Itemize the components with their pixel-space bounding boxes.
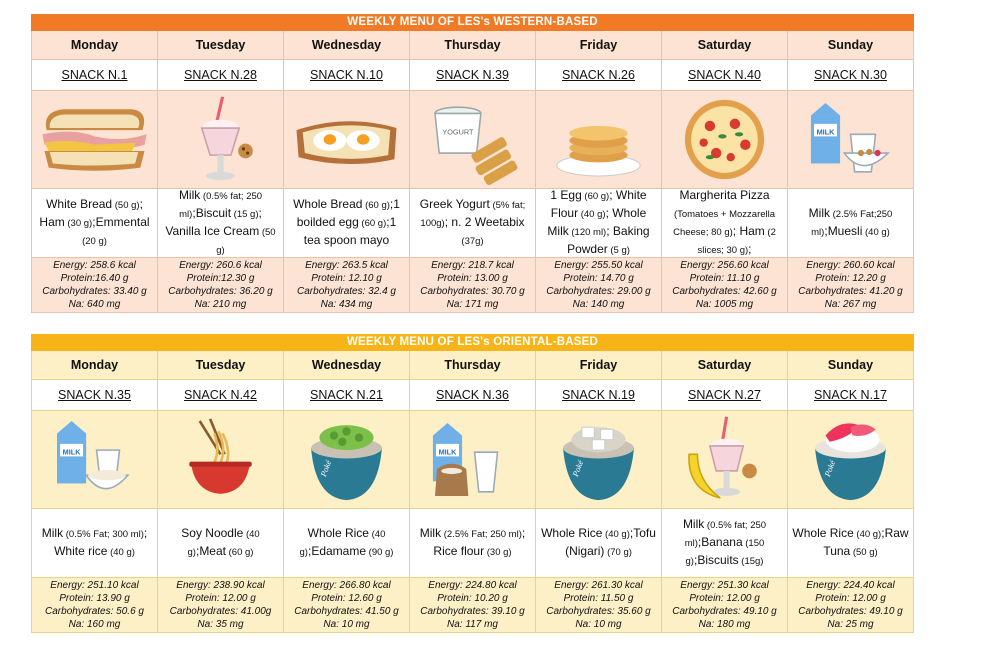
nutrition-line: Protein:16.40 g <box>60 273 129 284</box>
day-header: Tuesday <box>158 351 284 380</box>
nutrition-facts <box>284 578 410 633</box>
nutrition-line: Energy: 238.90 kcal <box>176 580 265 591</box>
food-separator: ; <box>143 526 148 540</box>
nutrition-line: Carbohydrates: 33.40 g <box>42 286 147 297</box>
food-name: Whole Rice <box>541 526 603 540</box>
food-separator: ; <box>307 544 312 558</box>
nutrition-line: Carbohydrates: 29.00 g <box>546 286 651 297</box>
nutrition-line: Carbohydrates: 49.10 g <box>798 606 903 617</box>
nutrition-line: Protein: 11.50 g <box>563 593 634 604</box>
food-description <box>284 189 410 258</box>
food-separator: ; <box>92 215 96 229</box>
nutrition-facts <box>410 258 536 313</box>
snack-label: SNACK N.36 <box>410 380 536 411</box>
nutrition-line: Energy: 261.30 kcal <box>554 580 643 591</box>
western-menu-title: WEEKLY MENU OF LES's WESTERN-BASED <box>31 14 914 31</box>
snack-label: SNACK N.1 <box>32 60 158 91</box>
day-header: Monday <box>32 351 158 380</box>
food-description <box>536 509 662 578</box>
egg-toast-icon <box>284 91 409 188</box>
nutrition-line: Energy: 251.30 kcal <box>680 580 769 591</box>
food-amount: (40 g) <box>578 209 606 220</box>
nutrition-line: Protein: 14.70 g <box>563 273 634 284</box>
food-name: Milk <box>808 206 830 220</box>
nutrition-line: Energy: 256.60 kcal <box>680 260 769 271</box>
noodle-bowl-icon <box>158 411 283 508</box>
nutrition-line: Energy: 266.80 kcal <box>302 580 391 591</box>
food-image <box>662 91 788 189</box>
food-list <box>414 525 531 561</box>
nutrition-facts <box>788 578 914 633</box>
snack-label: SNACK N.28 <box>158 60 284 91</box>
nutrition-line: Protein: 12.60 g <box>311 593 382 604</box>
food-name: Milk <box>41 526 64 540</box>
food-name: n. 2 Weetabix <box>451 215 525 229</box>
food-separator: ; <box>609 188 616 202</box>
food-description <box>32 189 158 258</box>
nutrition-facts <box>158 578 284 633</box>
oriental-menu-grid <box>31 351 914 633</box>
nutrition-line: Carbohydrates: 41.00g <box>169 606 272 617</box>
food-amount: (50 g) <box>216 227 276 256</box>
food-name: Baking Powder <box>567 224 650 256</box>
nutrition-line: Na: 10 mg <box>323 619 370 630</box>
food-separator: ; <box>444 215 452 229</box>
nutrition-facts <box>32 258 158 313</box>
food-description <box>158 189 284 258</box>
food-amount: (120 ml) <box>568 227 607 238</box>
food-amount: (60 g) <box>226 547 254 558</box>
food-amount: (2 slices; 30 g) <box>697 227 776 256</box>
day-header: Sunday <box>788 351 914 380</box>
day-header: Friday <box>536 31 662 60</box>
food-amount: (2.5% Fat; 250 ml) <box>441 529 522 540</box>
food-name: Whole Rice <box>792 526 854 540</box>
nutrition-line: Na: 210 mg <box>194 299 247 310</box>
milk-muesli-icon <box>788 91 913 188</box>
rice-tuna-bowl-icon <box>788 411 913 508</box>
food-separator: ; <box>606 224 613 238</box>
food-amount: (30 g) <box>484 547 512 558</box>
food-name: Whole Bread <box>293 197 363 211</box>
nutrition-line: Carbohydrates: 32.4 g <box>297 286 396 297</box>
food-separator: ; <box>824 224 828 238</box>
food-description <box>410 189 536 258</box>
nutrition-line: Energy: 255.50 kcal <box>554 260 643 271</box>
nutrition-line: Protein: 12.00 g <box>815 593 886 604</box>
nutrition-line: Na: 1005 mg <box>695 299 754 310</box>
food-description <box>788 189 914 258</box>
food-amount: (40 g) <box>187 529 260 558</box>
yogurt-cereal-icon <box>410 91 535 188</box>
day-header: Thursday <box>410 351 536 380</box>
milk-flour-icon <box>410 411 535 508</box>
food-image <box>158 91 284 189</box>
food-separator: ; <box>629 526 634 540</box>
food-separator: ; <box>389 197 394 211</box>
snack-label: SNACK N.42 <box>158 380 284 411</box>
food-name: 1 Egg <box>550 188 582 202</box>
nutrition-facts <box>788 258 914 313</box>
nutrition-line: Energy: 224.40 kcal <box>806 580 895 591</box>
nutrition-line: Protein: 13.00 g <box>437 273 508 284</box>
food-separator: ; <box>521 526 526 540</box>
food-amount: (40 g) <box>862 227 890 238</box>
day-header: Wednesday <box>284 31 410 60</box>
food-amount: (2.5% Fat;250 ml) <box>811 209 893 238</box>
nutrition-line: Carbohydrates: 36.20 g <box>168 286 273 297</box>
food-separator: ; <box>693 553 698 567</box>
oriental-menu <box>31 334 914 633</box>
food-description <box>536 189 662 258</box>
food-amount: (60 g) <box>581 191 610 202</box>
nutrition-line: Energy: 258.6 kcal <box>53 260 136 271</box>
nutrition-line: Na: 10 mg <box>575 619 622 630</box>
food-amount: (Tomatoes + Mozzarella Cheese; 80 g) <box>673 209 776 238</box>
nutrition-line: Protein: 12.00 g <box>185 593 256 604</box>
pizza-icon <box>662 91 787 188</box>
pancakes-icon <box>536 91 661 188</box>
food-amount: (37g) <box>461 236 484 247</box>
food-image <box>32 91 158 189</box>
food-amount: (40 g) <box>853 529 882 540</box>
food-separator: ; <box>195 544 200 558</box>
food-name: Biscuit <box>195 206 232 220</box>
food-separator: ; <box>258 206 262 220</box>
nutrition-line: Carbohydrates: 35.60 g <box>546 606 651 617</box>
nutrition-line: Protein: 12.10 g <box>311 273 382 284</box>
snack-label: SNACK N.40 <box>662 60 788 91</box>
rice-edamame-bowl-icon <box>284 411 409 508</box>
food-list <box>36 525 153 561</box>
food-name: Biscuits <box>697 553 739 567</box>
food-name: Soy Noodle <box>181 526 244 540</box>
food-amount: (0.5% Fat; 300 ml) <box>63 529 144 540</box>
food-name: Rice flour <box>433 544 485 558</box>
food-name: White Flour <box>550 188 647 220</box>
food-name: Greek Yogurt <box>419 197 490 211</box>
nutrition-facts <box>536 578 662 633</box>
food-list <box>288 525 405 561</box>
nutrition-line: Energy: 263.5 kcal <box>305 260 388 271</box>
nutrition-facts <box>284 258 410 313</box>
food-description <box>32 509 158 578</box>
food-amount: (0.5% fat; 250 ml) <box>179 191 263 220</box>
nutrition-line: Na: 117 mg <box>447 619 498 630</box>
food-name: Whole Milk <box>547 206 647 238</box>
milkshake-icon <box>158 91 283 188</box>
western-menu-grid <box>31 31 914 313</box>
food-description <box>284 509 410 578</box>
food-separator: ; <box>386 215 390 229</box>
nutrition-line: Na: 640 mg <box>68 299 121 310</box>
nutrition-facts <box>536 258 662 313</box>
food-name: Milk <box>178 188 201 202</box>
day-header: Saturday <box>662 31 788 60</box>
nutrition-line: Energy: 251.10 kcal <box>50 580 139 591</box>
food-amount: (70 g) <box>604 547 632 558</box>
food-name: White rice <box>54 544 108 558</box>
food-amount: (90 g) <box>366 547 394 558</box>
food-name: Banana <box>701 535 743 549</box>
day-header: Monday <box>32 31 158 60</box>
nutrition-line: Energy: 260.6 kcal <box>179 260 262 271</box>
snack-label: SNACK N.39 <box>410 60 536 91</box>
food-list <box>666 516 783 570</box>
food-description <box>662 509 788 578</box>
food-amount: (50 g) <box>850 547 878 558</box>
day-header: Wednesday <box>284 351 410 380</box>
food-list <box>288 196 405 250</box>
food-name: 1 tea spoon mayo <box>303 215 397 247</box>
food-list <box>792 525 909 561</box>
food-name: Milk <box>419 526 442 540</box>
food-amount: (40 g) <box>107 547 135 558</box>
nutrition-line: Na: 171 mg <box>446 299 499 310</box>
food-amount: (40 g) <box>602 529 630 540</box>
food-name: White Bread <box>46 197 113 211</box>
food-separator: ; <box>881 526 885 540</box>
food-description <box>410 509 536 578</box>
nutrition-line: Na: 25 mg <box>827 619 874 630</box>
food-image <box>788 411 914 509</box>
nutrition-line: Carbohydrates: 50.6 g <box>45 606 144 617</box>
food-name: Whole Rice <box>307 526 369 540</box>
nutrition-facts <box>158 258 284 313</box>
nutrition-line: Energy: 260.60 kcal <box>806 260 895 271</box>
food-name: Milk <box>682 517 705 531</box>
food-list <box>414 196 531 250</box>
food-name: Vanilla Ice Cream <box>165 224 260 238</box>
snack-label: SNACK N.17 <box>788 380 914 411</box>
food-image <box>536 411 662 509</box>
food-amount: (0.5% fat; 250 ml) <box>684 520 767 549</box>
food-description <box>158 509 284 578</box>
food-amount: (5% fat; 100g) <box>420 200 526 229</box>
nutrition-line: Na: 267 mg <box>824 299 877 310</box>
nutrition-line: Carbohydrates: 30.70 g <box>420 286 525 297</box>
food-list <box>792 205 909 241</box>
nutrition-line: Protein: 10.20 g <box>437 593 508 604</box>
food-list <box>36 196 153 250</box>
food-image <box>536 91 662 189</box>
food-separator: ; <box>697 535 702 549</box>
nutrition-line: Carbohydrates: 49.10 g <box>672 606 777 617</box>
food-name: 1 boilded egg <box>296 197 400 229</box>
nutrition-line: Protein: 13.90 g <box>59 593 130 604</box>
milk-rice-icon <box>32 411 157 508</box>
snack-label: SNACK N.35 <box>32 380 158 411</box>
snack-label: SNACK N.30 <box>788 60 914 91</box>
food-image <box>662 411 788 509</box>
food-list <box>666 187 783 259</box>
oriental-menu-title: WEEKLY MENU OF LES's ORIENTAL-BASED <box>31 334 914 351</box>
food-description <box>788 509 914 578</box>
rice-tofu-bowl-icon <box>536 411 661 508</box>
food-amount: (50 g) <box>112 200 140 211</box>
nutrition-facts <box>32 578 158 633</box>
nutrition-facts <box>410 578 536 633</box>
food-name: Emmental <box>95 215 150 229</box>
food-list <box>162 525 279 561</box>
food-amount: (15 g) <box>231 209 259 220</box>
food-amount: (20 g) <box>82 236 107 247</box>
nutrition-line: Protein: 12.20 g <box>815 273 886 284</box>
food-separator: ; <box>605 206 613 220</box>
food-image <box>158 411 284 509</box>
nutrition-line: Na: 140 mg <box>572 299 625 310</box>
food-amount: (60 g) <box>358 218 387 229</box>
food-amount: (150 g) <box>685 538 765 567</box>
food-list <box>540 187 657 259</box>
nutrition-line: Carbohydrates: 42.60 g <box>672 286 777 297</box>
nutrition-line: Protein:12.30 g <box>186 273 255 284</box>
day-header: Sunday <box>788 31 914 60</box>
food-amount: (60 g) <box>362 200 390 211</box>
nutrition-line: Na: 35 mg <box>197 619 244 630</box>
food-list <box>162 187 279 259</box>
food-name: Tofu (Nigari) <box>565 526 656 558</box>
food-name: Edamame <box>311 544 367 558</box>
nutrition-facts <box>662 258 788 313</box>
food-image <box>284 91 410 189</box>
nutrition-line: Energy: 218.7 kcal <box>431 260 514 271</box>
food-image <box>284 411 410 509</box>
snack-label: SNACK N.10 <box>284 60 410 91</box>
sandwich-icon <box>32 91 157 188</box>
food-separator: ; <box>748 242 752 256</box>
nutrition-line: Protein: 12.00 g <box>689 593 760 604</box>
nutrition-line: Energy: 224.80 kcal <box>428 580 517 591</box>
nutrition-line: Na: 160 mg <box>68 619 121 630</box>
food-description <box>662 189 788 258</box>
food-name: Ham <box>739 224 765 238</box>
day-header: Thursday <box>410 31 536 60</box>
food-name: Ham <box>39 215 65 229</box>
day-header: Saturday <box>662 351 788 380</box>
nutrition-line: Protein: 11.10 g <box>689 273 760 284</box>
nutrition-line: Carbohydrates: 41.50 g <box>294 606 399 617</box>
food-amount: (15g) <box>738 556 764 567</box>
food-name: Muesli <box>827 224 863 238</box>
snack-label: SNACK N.26 <box>536 60 662 91</box>
nutrition-line: Carbohydrates: 41.20 g <box>798 286 903 297</box>
western-menu <box>31 14 914 313</box>
snack-label: SNACK N.19 <box>536 380 662 411</box>
food-separator: ; <box>139 197 143 211</box>
food-name: Margherita Pizza <box>679 188 770 202</box>
nutrition-facts <box>662 578 788 633</box>
food-separator: ; <box>192 206 196 220</box>
snack-label: SNACK N.21 <box>284 380 410 411</box>
nutrition-line: Carbohydrates: 39.10 g <box>420 606 525 617</box>
food-amount: (40 g) <box>299 529 386 558</box>
day-header: Friday <box>536 351 662 380</box>
day-header: Tuesday <box>158 31 284 60</box>
food-image <box>32 411 158 509</box>
nutrition-line: Na: 180 mg <box>698 619 751 630</box>
food-image <box>410 411 536 509</box>
food-amount: (5 g) <box>607 245 630 256</box>
food-name: Meat <box>199 544 226 558</box>
food-list <box>540 525 657 561</box>
food-image <box>410 91 536 189</box>
snack-label: SNACK N.27 <box>662 380 788 411</box>
food-name: Raw Tuna <box>823 526 909 558</box>
banana-milkshake-icon <box>662 411 787 508</box>
food-image <box>788 91 914 189</box>
food-separator: ; <box>732 224 740 238</box>
food-amount: (30 g) <box>64 218 93 229</box>
nutrition-line: Na: 434 mg <box>320 299 373 310</box>
